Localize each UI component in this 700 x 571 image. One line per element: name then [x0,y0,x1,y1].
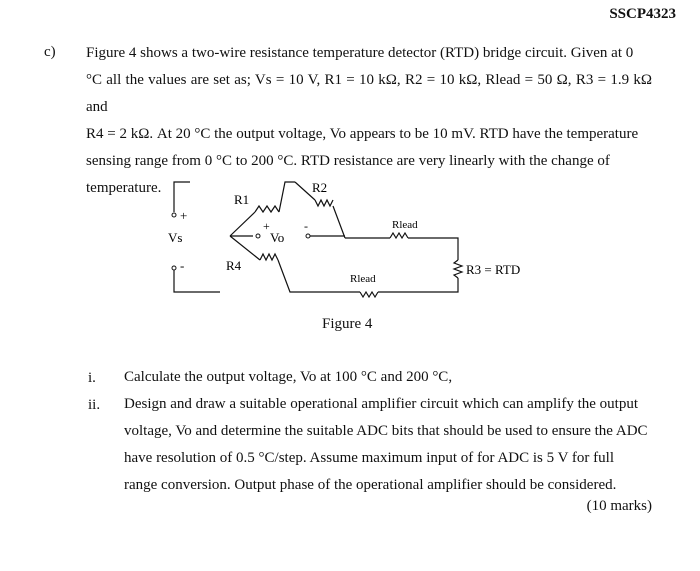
vo-minus-label: - [304,219,308,233]
subquestion-text [124,391,652,499]
bridge-wire [333,206,345,238]
r1-label: R1 [234,192,250,207]
resistor-rlead-bottom [360,292,378,297]
bridge-wire [278,260,360,292]
subquestion-text [124,364,652,391]
bridge-circuit-diagram [160,170,560,320]
source-wire [174,270,220,292]
figure-caption: Figure 4 [322,316,373,332]
bridge-wire [230,212,255,236]
intro-line: temperature. [86,180,162,196]
vs-minus-label: - [180,258,185,273]
resistor-r4 [260,254,278,260]
intro-line: Figure 4 shows a two-wire resistance temperature detector (RTD) bridge circuit. Given at 0 [86,45,634,61]
resistor-rlead-top [390,233,408,238]
intro-line: °C all the values are set as; Vs = 10 V, R1 = 10 kΩ, R2 = 10 kΩ, Rlead = 50 Ω, R3 = 1.9 kΩ and [86,72,652,115]
resistor-r2 [315,200,333,206]
intro-line: sensing range from 0 °C to 200 °C. RTD resistance are very linearly with the change of [86,153,610,169]
vo-label: Vo [270,230,285,245]
rtd-bridge-figure [160,170,560,330]
resistor-r3-rtd [454,260,462,278]
subquestion-line: have resolution of 0.5 °C/step. Assume maximum input of for ADC is 5 V for full [124,450,614,466]
vs-label: Vs [168,230,183,245]
intro-line: R4 = 2 kΩ. At 20 °C the output voltage, Vo appears to be 10 mV. RTD have the temperature [86,126,639,142]
r2-label: R2 [312,180,328,195]
subquestion-line: Calculate the output voltage, Vo at 100 °C and 200 °C, [124,369,453,385]
subquestion-line: voltage, Vo and determine the suitable ADC bits that should be used to ensure the ADC [124,423,648,439]
subquestion-number: i. [88,370,96,386]
subquestion-line: range conversion. Output phase of the operational amplifier should be considered. [124,477,617,493]
lead-wire [408,278,458,292]
rlead-top-label: Rlead [392,219,418,231]
marks: (10 marks) [586,498,652,514]
r3-label: R3 = RTD [466,262,521,277]
vo-plus-label: + [263,219,270,233]
r4-label: R4 [226,258,242,273]
lead-wire [408,238,458,260]
subquestion-number: ii. [88,397,101,413]
rlead-bottom-label: Rlead [350,273,376,285]
subquestion-line: Design and draw a suitable operational amplifier circuit which can amplify the output [124,396,638,412]
bridge-wire [230,236,260,260]
question-label: c) [44,44,56,60]
course-code: SSCP4323 [609,6,676,22]
bridge-wire [279,182,295,212]
resistor-r1 [255,206,279,212]
vs-plus-label: + [180,208,188,223]
